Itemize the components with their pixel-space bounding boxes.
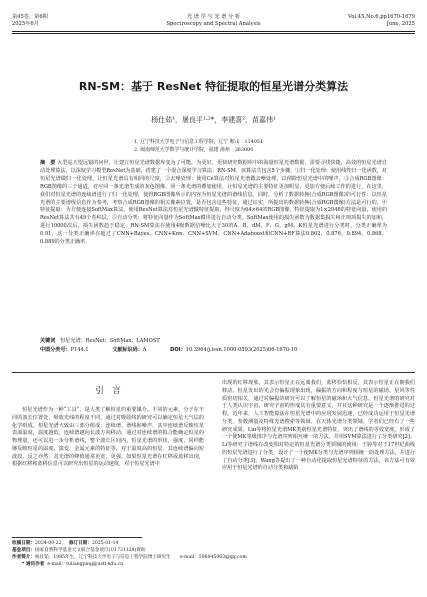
clc-code — [40, 347, 89, 353]
abstract — [40, 160, 387, 247]
revised-date: 2025-01-14 — [91, 541, 119, 546]
footnotes — [12, 540, 415, 568]
doc-code — [112, 347, 146, 353]
fund-label: 基金项目： — [12, 548, 35, 553]
clc-label: 中图分类号： — [40, 347, 71, 353]
section-heading-introduction: 引 言 — [95, 386, 121, 396]
received-label: 收稿日期： — [12, 541, 35, 546]
classification-row — [40, 347, 387, 354]
fund-text: 国家自然科学基金天文联合基金项目(U1731128)资助 — [34, 548, 146, 553]
corresponding-email[interactable]: e-mail：tuliangping@ustl.edu.cn — [47, 562, 124, 567]
volume-issue-cn: 第45卷，第6期 — [12, 14, 48, 20]
revised-label: 修订日期： — [69, 541, 92, 546]
paper-title: RN-SM：基于 ResNet 特征提取的恒星光谱分类算法 — [78, 80, 349, 93]
volume-issue-en: Vol.45,No.6,pp1670-1679 — [348, 14, 415, 20]
doc-value: A — [142, 347, 147, 353]
abstract-text: 大型巡天望远镜的问世，让建立恒星光谱数据库变为了可能。为更好、更快研究数据库中的海量恒星光谱数据，需要寻找快捷、高效的恒星光谱自动处理算法，以深度学习模型ResNet为基础，搭建了一个混合深度学习算法：RN-SM，该算法共包含5个步骤，①归一化处理：使用线性归一化函数，对恒星光谱做归一化处理，让恒星光谱具有相同的尺度，②去噪处理：使用Ce算法对恒星光谱做去噪处理，以削除恒星光谱中的噪声，③合成RGB图像：RGB图像的三个通道，对应同一条光谱生成的灰色图像，同一条光谱的叠加使用，让恒星光谱的主要特征更加明显，更加方便后续工作的进行，在这里，我们对恒星光谱的连续谱进行了归一化处理，使得RGB图像所示的内容为恒星光谱的谱线信息，同时，分析了数据转换(合成RGB图像)的可行性：以恒星光谱的主要谱线信息作为参考，考察合成RGB图像的相关像素位置，是否包含这些特征，通过证实，所提出的数据转换(合成RGB图像)方法是可行的。④特征提取：为方便连接SoftMax算法，使用ResNet算法对恒星光谱做特征提取，得尺度为64×64的RGB图像，特征提取为1×2048的特征向量，使用的ResNet算法共有49个卷积层，⑤自动分类：将特征向量作为SoftMax模块进行自动分类。SoftMax使用的损失函数为数据集损失和正则项损失的加和，进行10000次后，损失函数趋于稳定，RN-SM算法在使用4级数据信噪比大于30的A、B、dM、F、G、gM、K恒星光谱进行分类时，分类正确率为0.91，这一分类正确率在超过了CNN+Bayes、CNN+Knn、CNN+SVM、CNN+Adaboost和CNN+RF算法0.862、0.876、0.894、0.868、0.889的分类正确率。 — [40, 160, 387, 246]
author-bio-line — [12, 554, 415, 561]
header-rule-thin — [12, 33, 415, 34]
section-rule — [12, 372, 415, 373]
author-list: 杨仕茹¹，屠良平¹·²*，李建喜²，苗嘉伟¹ — [151, 116, 276, 124]
doi-value[interactable]: 10.3964/j.issn.1000-0593(2025)06-1670-10 — [185, 347, 298, 353]
journal-name-cn: 光 谱 学 与 光 谱 分 析 — [186, 14, 241, 20]
keywords-row — [40, 338, 387, 345]
journal-name-en: Spectroscopy and Spectral Analysis — [166, 21, 261, 27]
affiliation-1: 1. 辽宁科技大学电子与信息工程学院，辽宁 鞍山 114051 — [134, 139, 264, 145]
keywords-text: 恒星光谱；ResNet；SoftMax；LAMOST — [60, 338, 160, 344]
dates-line — [12, 540, 415, 547]
date-cn: 2025年6月 — [12, 21, 39, 27]
intro-left-column — [12, 407, 204, 469]
header-rule — [12, 31, 415, 32]
author-bio-label: 作者简介： — [12, 555, 35, 560]
doi[interactable] — [170, 347, 297, 353]
doi-label: DOI： — [170, 347, 186, 353]
doc-label: 文献标识码： — [112, 347, 143, 353]
corresponding-label: * 通讯作者 — [22, 562, 45, 567]
intro-right-column — [222, 380, 415, 473]
intro-right-text: 出现的红移现象，其表示恒星正在远离我们，蓝移恰恰相反，其表示恒星正在朝我们移动。恒星发出的光会有偏振现象出现，偏振的方向和程度与恒星的磁场、星风等性质密切相关，通过对偏振的研究可以了解恒星的磁场和大气信息。恒星光谱的研究对于人类认识宇宙，研究宇宙的形成具有重要意义，并且这种研究是一个逐渐推进的过程。近年来，人工智能算法在恒星光谱中的应用发展迅速，已经成功运用于恒星光谱分类、参数测量及特殊光谱搜索等领域。在天体光谱分类领域，学者们已经有了一些研究成果。Liu等将恒星光谱MK类别恒星光谱特征，突出了谱线的等效宽度，形成了一个使MK等级排序与光谱序列相互统一的方法，并用SVM算法进行了分类研究[2]；Li等研究了谱线在改变相对特定的恒星光谱分类领域的使用；王婷等对于17世纪曲线的恒星光谱进行了分类，设计了一个使MK分类与光谱序列相统一的处理方法，并进行了自动分类[3]，Wang等提出了一种自动化提取恒星光谱特征的方法，该方法可有效应用于恒星光谱的自动分类和缺陷 — [222, 380, 415, 472]
intro-left-text: 恒星光谱作为一种“工具”，是人类了解恒星的重要媒介。不同的元素、分子在不同的波长位置处，吸收光线的程度不同，通过对吸收线的研究可以确定恒星大气层的化学组成。恒星光谱大致由三部分组成：连续谱、谱线和噪声，其中连续谱反映恒星表面温度，温度越低，连续谱越向长波方向移动，通过对连续谱的拟合能确定恒星的物理量，还可以进一步分析谱线，整个波长区间内，恒星光谱的形状，强度，同样能够反映恒星的温度、演变、金属元素的特征等，对于温度高的恒星，其连续谱偏向短波段，反之亦然，其光谱的峰值通常更宽，更强。如果恒星光谱在红移或蓝移出现，根据红移和蓝移信息可以研究出恒星的运动速度，对于恒星光谱中 — [12, 407, 204, 468]
author-bio-text: 杨仕茹，1985年生，辽宁科技大学电子与信息工程学院博士研究生 e-mail：598045063@qq.com — [34, 555, 247, 560]
date-en: June, 2025 — [386, 21, 415, 27]
affiliation-2: 2. 闽南师范大学数学与统计学院，福建 漳州 363000 — [134, 147, 254, 153]
header-right — [348, 14, 415, 28]
keywords-label: 关键词 — [40, 338, 56, 344]
footnote-rule — [12, 537, 142, 538]
corresponding-line — [12, 561, 415, 568]
clc-value: P144.1 — [70, 347, 89, 353]
fund-line — [12, 547, 415, 554]
abstract-label: 摘 要 — [40, 160, 56, 166]
received-date: 2024-09-22， — [34, 541, 67, 546]
